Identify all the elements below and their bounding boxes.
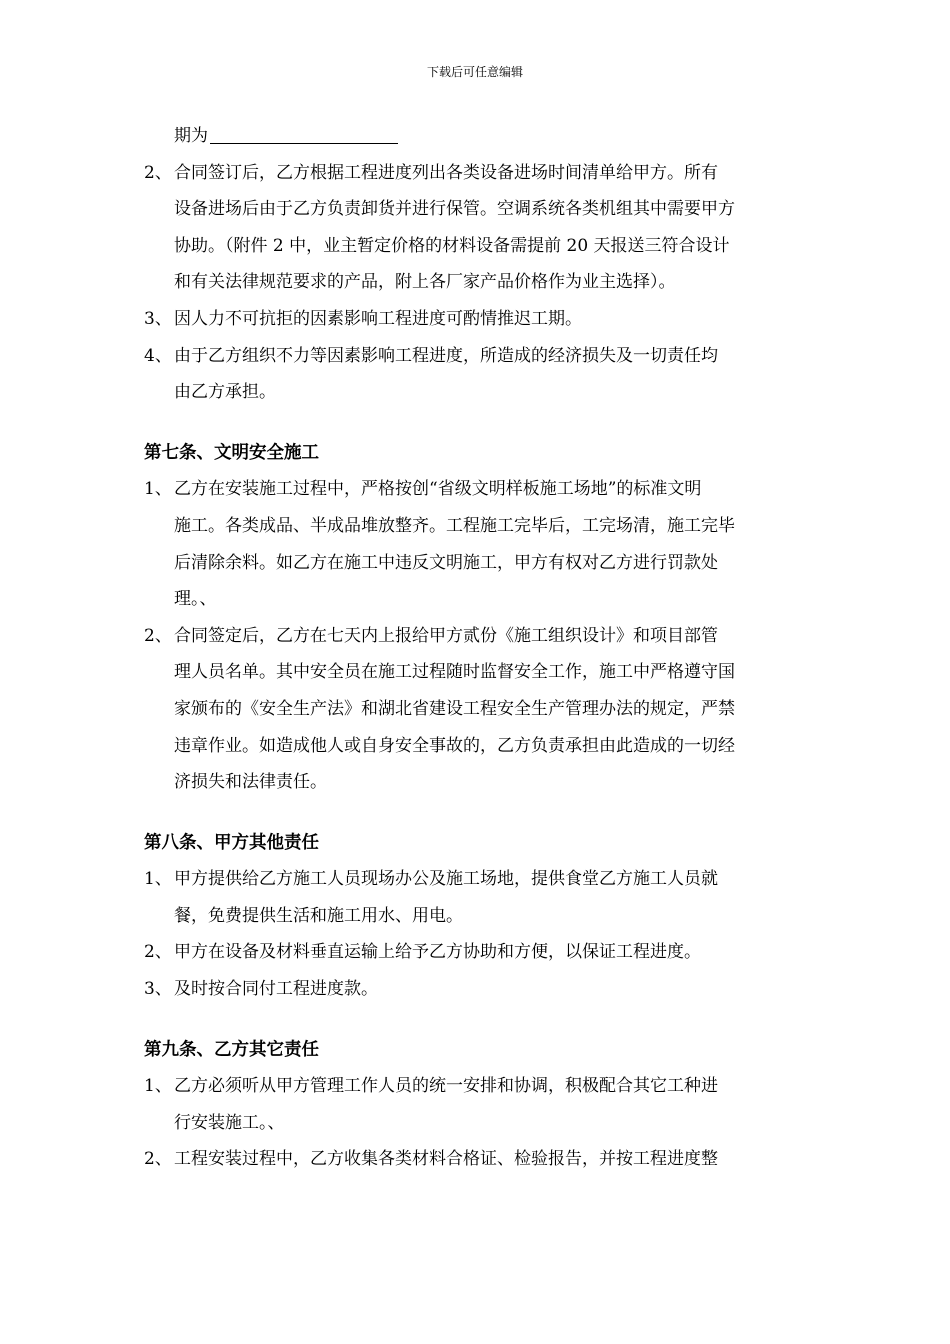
clause-text: 理。、	[174, 589, 217, 610]
section-heading: 第九条、乙方其它责任	[144, 1039, 319, 1060]
clause-first-line	[144, 934, 808, 971]
clause-number: 2、	[144, 942, 172, 963]
clause-number: 1、	[144, 1076, 172, 1097]
clause-number: 1、	[144, 869, 172, 890]
clause-text: 由乙方承担。	[174, 382, 276, 403]
clause-text: 家颁布的《安全生产法》和湖北省建设工程安全生产管理办法的规定，严禁	[174, 698, 735, 719]
clause-continuation-line	[144, 581, 808, 618]
clause-text: 及时按合同付工程进度款。	[174, 979, 378, 1000]
line-text: 期为	[174, 126, 208, 146]
clause-first-line	[144, 861, 808, 898]
clause-first-line	[144, 155, 808, 192]
clause-number: 2、	[144, 1149, 172, 1170]
section	[144, 1032, 808, 1178]
section	[144, 435, 808, 801]
clause-text: 违章作业。如造成他人或自身安全事故的，乙方负责承担由此造成的一切经	[174, 735, 735, 756]
clause-text: 由于乙方组织不力等因素影响工程进度，所造成的经济损失及一切责任均	[174, 345, 718, 366]
clause-number: 3、	[144, 308, 172, 329]
clause-first-line	[144, 301, 808, 338]
clause-text: 工程安装过程中，乙方收集各类材料合格证、检验报告，并按工程进度整	[174, 1149, 718, 1170]
section-heading: 第七条、文明安全施工	[144, 442, 319, 463]
clause-text: 设备进场后由于乙方负责卸货并进行保管。空调系统各类机组其中需要甲方	[174, 199, 735, 220]
page-header: 下载后可任意编辑	[426, 65, 523, 79]
clause-text: 行安装施工。、	[174, 1112, 285, 1133]
clause-first-line	[144, 1068, 808, 1105]
clause-text: 合同签定后，乙方在七天内上报给甲方贰份《施工组织设计》和项目部管	[174, 625, 718, 646]
clause-text: 因人力不可抗拒的因素影响工程进度可酌情推迟工期。	[174, 308, 582, 329]
clause-text: 甲方提供给乙方施工人员现场办公及施工场地，提供食堂乙方施工人员就	[174, 869, 718, 890]
clause-list	[144, 155, 808, 411]
clause-continuation-line	[144, 374, 808, 411]
clause-first-line	[144, 338, 808, 375]
clause-text: 合同签订后，乙方根据工程进度列出各类设备进场时间清单给甲方。所有	[174, 162, 718, 183]
clause-text: 乙方在安装施工过程中，严格按创“省级文明样板施工场地”的标准文明	[174, 479, 702, 500]
clause-number: 2、	[144, 162, 172, 183]
clause-text: 和有关法律规范要求的产品，附上各厂家产品价格作为业主选择）。	[174, 272, 676, 293]
fill-in-blank	[210, 121, 398, 144]
continuation-line	[144, 118, 808, 155]
clause-text: 后清除余料。如乙方在施工中违反文明施工，甲方有权对乙方进行罚款处	[174, 552, 718, 573]
clause-number: 2、	[144, 625, 172, 646]
clause-number: 3、	[144, 979, 172, 1000]
clause-text: 甲方在设备及材料垂直运输上给予乙方协助和方便，以保证工程进度。	[174, 942, 701, 963]
clause-continuation-line	[144, 228, 808, 265]
clause-continuation-line	[144, 764, 808, 801]
clause-continuation-line	[144, 728, 808, 765]
clause-first-line	[144, 971, 808, 1008]
clause-continuation-line	[144, 1105, 808, 1142]
sections	[144, 435, 808, 1178]
section	[144, 825, 808, 1008]
section-heading: 第八条、甲方其他责任	[144, 832, 319, 853]
clause-first-line	[144, 471, 808, 508]
clause-number: 1、	[144, 479, 172, 500]
clause-continuation-line	[144, 654, 808, 691]
clause-number: 4、	[144, 345, 172, 366]
clause-continuation-line	[144, 545, 808, 582]
clause-continuation-line	[144, 191, 808, 228]
clause-text: 乙方必须听从甲方管理工作人员的统一安排和协调，积极配合其它工种进	[174, 1076, 718, 1097]
clause-first-line	[144, 1141, 808, 1178]
clause-first-line	[144, 618, 808, 655]
clause-text: 理人员名单。其中安全员在施工过程随时监督安全工作，施工中严格遵守国	[174, 662, 735, 683]
clause-continuation-line	[144, 508, 808, 545]
clause-text: 济损失和法律责任。	[174, 772, 327, 793]
clause-text: 施工。各类成品、半成品堆放整齐。工程施工完毕后，工完场清，施工完毕	[174, 515, 735, 536]
clause-text: 餐，免费提供生活和施工用水、用电。	[174, 905, 463, 926]
clause-continuation-line	[144, 898, 808, 935]
clause-continuation-line	[144, 264, 808, 301]
clause-continuation-line	[144, 691, 808, 728]
document-body	[144, 118, 808, 1178]
clause-text: 协助。（附件 2 中，业主暂定价格的材料设备需提前 20 天报送三符合设计	[174, 235, 730, 256]
